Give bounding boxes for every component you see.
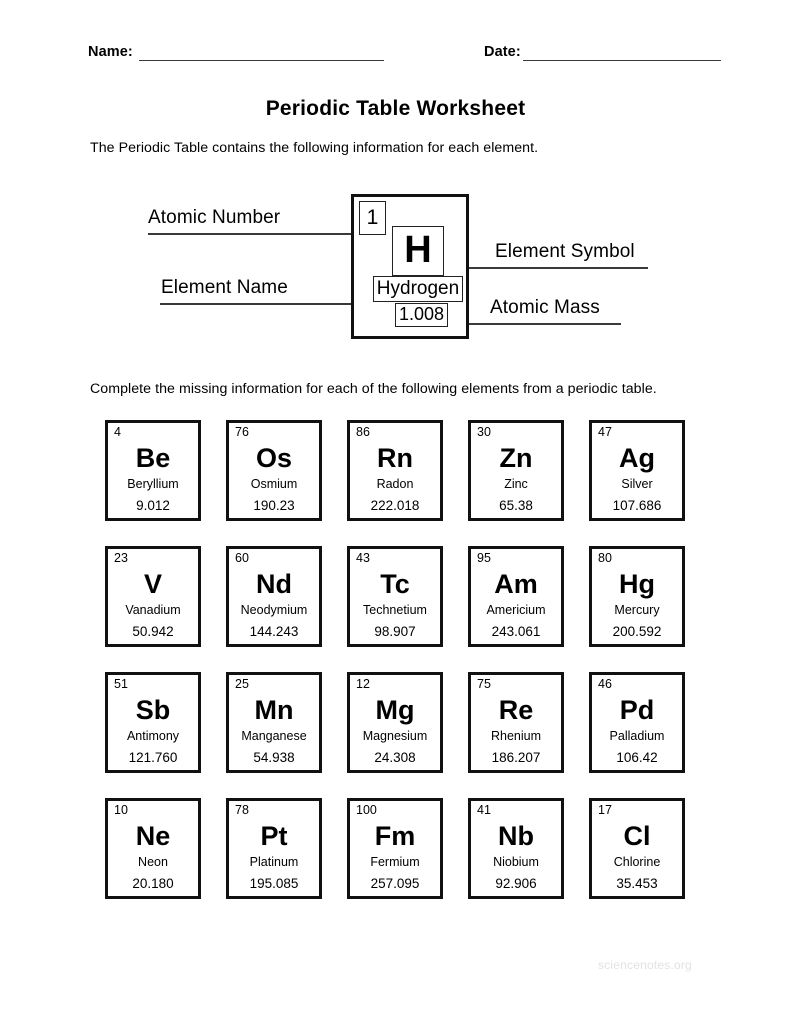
element-atomic-number: 80 xyxy=(598,551,612,565)
element-name: Technetium xyxy=(363,603,427,617)
name-write-line[interactable] xyxy=(139,45,384,61)
example-element-symbol: H xyxy=(392,226,444,276)
element-atomic-mass: 24.308 xyxy=(374,750,416,765)
site-watermark: sciencenotes.org xyxy=(598,958,692,972)
element-atomic-number: 23 xyxy=(114,551,128,565)
label-atomic-mass: Atomic Mass xyxy=(490,297,600,318)
element-cell[interactable] xyxy=(468,798,564,899)
element-atomic-mass: 20.180 xyxy=(132,876,174,891)
element-symbol: Am xyxy=(494,569,538,599)
element-symbol: Be xyxy=(135,443,171,473)
element-symbol: Fm xyxy=(374,821,416,851)
element-atomic-number: 51 xyxy=(114,677,128,691)
example-element-cell xyxy=(351,194,469,339)
label-atomic-number: Atomic Number xyxy=(148,207,281,228)
element-atomic-mass: 65.38 xyxy=(499,498,533,513)
element-cell[interactable] xyxy=(589,672,685,773)
element-symbol: Hg xyxy=(619,569,655,599)
element-atomic-mass: 190.23 xyxy=(253,498,295,513)
element-atomic-mass: 195.085 xyxy=(249,876,299,891)
element-name: Mercury xyxy=(614,603,660,617)
element-atomic-mass: 144.243 xyxy=(249,624,299,639)
element-cell[interactable] xyxy=(347,546,443,647)
element-cell[interactable] xyxy=(226,546,322,647)
element-symbol: Tc xyxy=(380,569,410,599)
element-atomic-number: 30 xyxy=(477,425,491,439)
leader-line-element-name xyxy=(160,303,356,305)
element-atomic-number: 10 xyxy=(114,803,128,817)
element-name: Radon xyxy=(376,477,414,491)
element-name: Platinum xyxy=(249,855,299,869)
element-atomic-number: 100 xyxy=(356,803,377,817)
element-cell[interactable] xyxy=(105,546,201,647)
example-element-name: Hydrogen xyxy=(373,276,463,302)
element-symbol: Ne xyxy=(135,821,171,851)
element-atomic-number: 75 xyxy=(477,677,491,691)
element-atomic-number: 46 xyxy=(598,677,612,691)
element-atomic-mass: 107.686 xyxy=(612,498,662,513)
element-symbol: Mn xyxy=(254,695,294,725)
element-symbol: Pt xyxy=(260,821,288,851)
name-label: Name: xyxy=(88,44,133,60)
element-cell[interactable] xyxy=(347,672,443,773)
element-atomic-mass: 9.012 xyxy=(136,498,170,513)
element-symbol: Pd xyxy=(619,695,655,725)
element-atomic-mass: 50.942 xyxy=(132,624,174,639)
element-atomic-mass: 200.592 xyxy=(612,624,662,639)
element-cell[interactable] xyxy=(226,798,322,899)
element-name: Silver xyxy=(621,477,653,491)
element-cell[interactable] xyxy=(589,546,685,647)
element-symbol: Zn xyxy=(499,443,533,473)
element-cell-diagram xyxy=(0,185,791,360)
element-atomic-mass: 92.906 xyxy=(495,876,537,891)
element-atomic-number: 25 xyxy=(235,677,249,691)
element-name: Neon xyxy=(138,855,168,869)
element-symbol: Os xyxy=(255,443,293,473)
example-atomic-mass: 1.008 xyxy=(395,303,448,327)
element-name: Magnesium xyxy=(362,729,428,743)
element-atomic-mass: 98.907 xyxy=(374,624,416,639)
element-atomic-number: 60 xyxy=(235,551,249,565)
element-symbol: V xyxy=(143,569,162,599)
element-name: Fermium xyxy=(370,855,420,869)
name-field[interactable] xyxy=(88,44,384,61)
element-atomic-number: 47 xyxy=(598,425,612,439)
element-cell[interactable] xyxy=(105,798,201,899)
element-atomic-number: 43 xyxy=(356,551,370,565)
element-symbol: Mg xyxy=(375,695,415,725)
element-cell[interactable] xyxy=(226,420,322,521)
element-atomic-number: 41 xyxy=(477,803,491,817)
element-atomic-mass: 222.018 xyxy=(370,498,420,513)
element-cell[interactable] xyxy=(347,420,443,521)
date-field[interactable] xyxy=(484,44,721,61)
date-label: Date: xyxy=(484,44,521,60)
element-name: Zinc xyxy=(504,477,528,491)
element-atomic-number: 4 xyxy=(114,425,121,439)
label-element-name: Element Name xyxy=(161,277,288,298)
element-atomic-mass: 257.095 xyxy=(370,876,420,891)
element-name: Chlorine xyxy=(613,855,661,869)
element-atomic-mass: 186.207 xyxy=(491,750,541,765)
date-write-line[interactable] xyxy=(523,45,721,61)
element-symbol: Ag xyxy=(619,443,655,473)
element-name: Vanadium xyxy=(125,603,181,617)
element-name: Americium xyxy=(486,603,546,617)
element-atomic-number: 95 xyxy=(477,551,491,565)
intro-text: The Periodic Table contains the following information for each element. xyxy=(90,140,539,156)
element-cell[interactable] xyxy=(468,420,564,521)
element-cell[interactable] xyxy=(226,672,322,773)
example-atomic-number: 1 xyxy=(359,201,386,235)
element-atomic-mass: 35.453 xyxy=(616,876,658,891)
leader-line-atomic-mass xyxy=(466,323,621,325)
element-name: Palladium xyxy=(609,729,665,743)
element-name: Osmium xyxy=(250,477,298,491)
element-name: Rhenium xyxy=(490,729,542,743)
element-name: Neodymium xyxy=(240,603,308,617)
element-symbol: Re xyxy=(498,695,534,725)
element-name: Manganese xyxy=(241,729,307,743)
element-symbol: Cl xyxy=(623,821,651,851)
element-atomic-mass: 243.061 xyxy=(491,624,541,639)
element-name: Antimony xyxy=(126,729,180,743)
element-atomic-number: 17 xyxy=(598,803,612,817)
element-cell[interactable] xyxy=(105,672,201,773)
leader-line-atomic-number xyxy=(148,233,356,235)
element-cell[interactable] xyxy=(105,420,201,521)
element-symbol: Nd xyxy=(256,569,292,599)
element-atomic-number: 86 xyxy=(356,425,370,439)
element-cell[interactable] xyxy=(468,546,564,647)
element-atomic-mass: 54.938 xyxy=(253,750,295,765)
leader-line-element-symbol xyxy=(466,267,648,269)
header-fields xyxy=(0,44,791,70)
element-cell[interactable] xyxy=(347,798,443,899)
page-title: Periodic Table Worksheet xyxy=(265,97,526,120)
element-atomic-mass: 106.42 xyxy=(616,750,658,765)
element-cell[interactable] xyxy=(468,672,564,773)
element-symbol: Rn xyxy=(377,443,413,473)
element-grid xyxy=(105,420,705,899)
element-cell[interactable] xyxy=(589,420,685,521)
label-element-symbol: Element Symbol xyxy=(495,241,635,262)
element-cell[interactable] xyxy=(589,798,685,899)
element-atomic-number: 76 xyxy=(235,425,249,439)
element-atomic-number: 12 xyxy=(356,677,370,691)
element-atomic-number: 78 xyxy=(235,803,249,817)
element-symbol: Sb xyxy=(135,695,171,725)
element-symbol: Nb xyxy=(498,821,534,851)
instruction-text: Complete the missing information for each of the following elements from a periodic table. xyxy=(90,381,657,397)
element-atomic-mass: 121.760 xyxy=(128,750,178,765)
element-name: Niobium xyxy=(493,855,539,869)
element-name: Beryllium xyxy=(127,477,179,491)
